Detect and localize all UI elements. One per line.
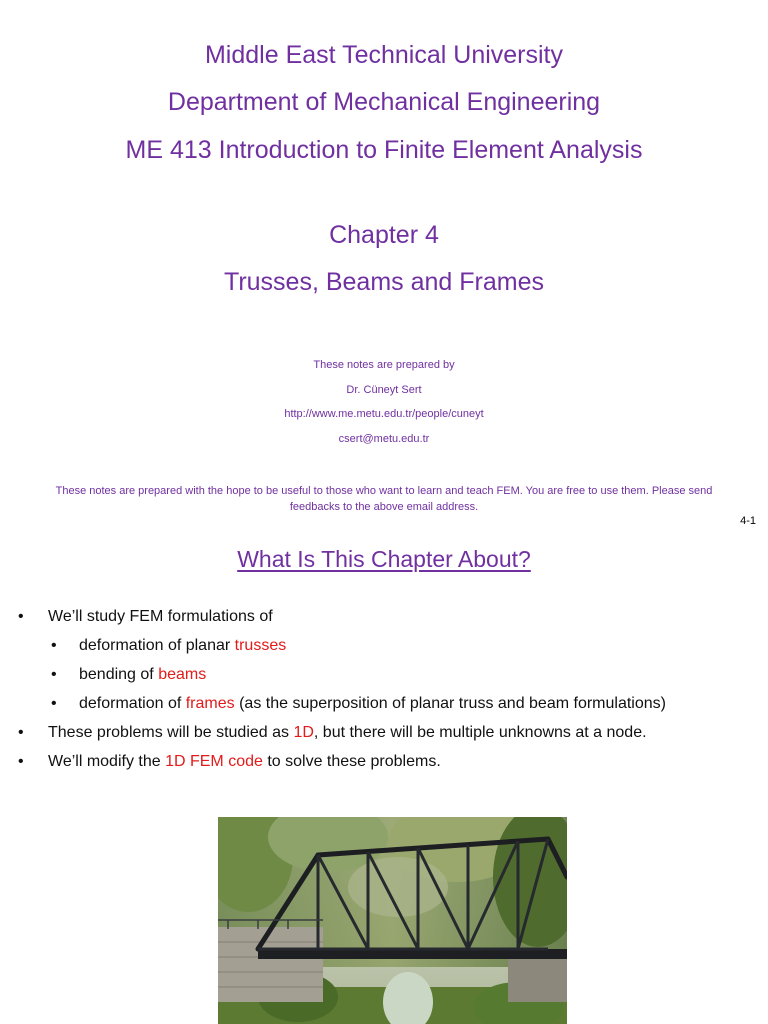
bullet-dot: • <box>18 724 24 741</box>
bullet-dot: • <box>51 695 57 712</box>
prepared-by-text: These notes are prepared by <box>313 359 455 371</box>
sub-bullet-trusses <box>18 635 758 657</box>
highlight-fem-code: 1D FEM code <box>165 753 263 770</box>
bullet-text-tail: to solve these problems. <box>262 753 441 770</box>
highlight-trusses: trusses <box>234 637 287 654</box>
author-name: Dr. Cüneyt Sert <box>346 384 422 396</box>
sub-bullet-frames <box>18 693 758 715</box>
bullet-list <box>18 606 758 780</box>
chapter-title: Trusses, Beams and Frames <box>223 268 544 296</box>
bullet-study <box>18 606 758 628</box>
university-name: Middle East Technical University <box>204 41 564 69</box>
bullet-text: We’ll modify the <box>48 753 166 770</box>
bullet-text: These problems will be studied as <box>48 724 294 741</box>
overview-title: What Is This Chapter About? <box>237 546 531 572</box>
bullet-text-tail: , but there will be multiple unknowns at a node. <box>313 724 647 741</box>
bullet-text: deformation of planar <box>79 637 235 654</box>
bullet-text: bending of <box>79 666 159 683</box>
department-name: Department of Mechanical Engineering <box>167 88 601 116</box>
bullet-text: We’ll study FEM formulations of <box>48 608 273 625</box>
bullet-dot: • <box>18 753 24 770</box>
bullet-code <box>18 751 758 773</box>
bullet-dot: • <box>18 608 24 625</box>
course-title: ME 413 Introduction to Finite Element Analysis <box>125 136 643 164</box>
author-url: http://www.me.metu.edu.tr/people/cuneyt <box>284 408 484 420</box>
chapter-overview-slide <box>0 536 768 1024</box>
usage-note: These notes are prepared with the hope to be useful to those who want to learn and teach FEM. You are free to use them. Please send feedbacks to the above email address. <box>55 485 713 513</box>
bullet-text-tail: (as the superposition of planar truss and beam formulations) <box>234 695 666 712</box>
author-email: csert@metu.edu.tr <box>338 433 430 445</box>
bullet-dot: • <box>51 637 57 654</box>
page-number: 4-1 <box>740 515 756 527</box>
highlight-1d: 1D <box>293 724 314 741</box>
highlight-frames: frames <box>185 695 235 712</box>
chapter-number: Chapter 4 <box>329 221 439 249</box>
truss-bridge-photo <box>218 817 567 1024</box>
bullet-1d <box>18 722 758 744</box>
bullet-text: deformation of <box>79 695 186 712</box>
sub-bullet-beams <box>18 664 758 686</box>
highlight-beams: beams <box>158 666 207 683</box>
bullet-dot: • <box>51 666 57 683</box>
